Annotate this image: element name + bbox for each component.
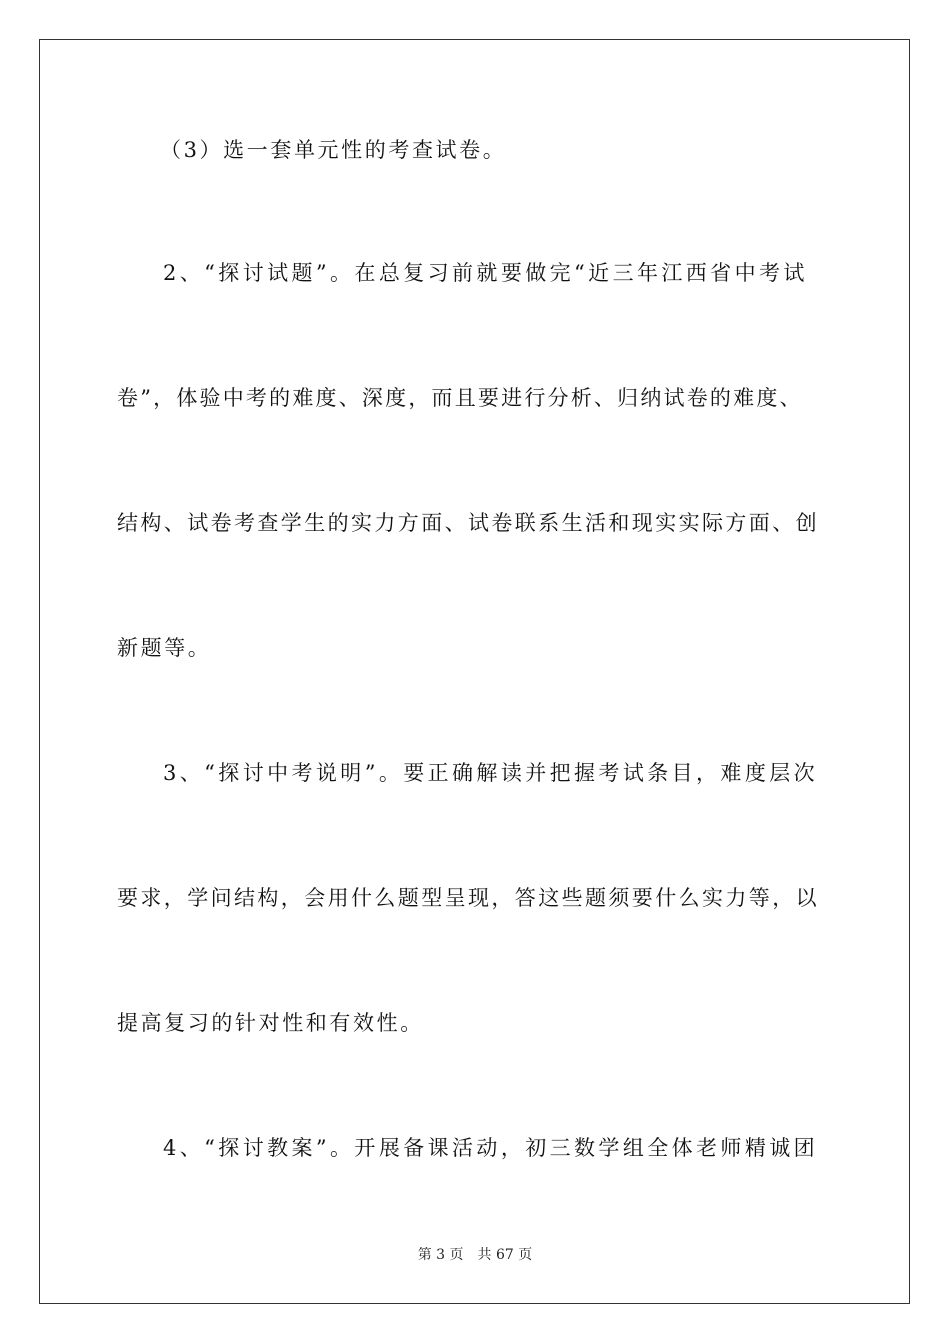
text-line-2: 2、“探讨试题”。在总复习前就要做完“近三年江西省中考试: [163, 261, 808, 285]
page-frame: [39, 39, 910, 1304]
text-line-8: 提高复习的针对性和有效性。: [117, 1011, 424, 1035]
text-line-5: 新题等。: [117, 636, 212, 660]
page-footer: 第 3 页 共 67 页: [417, 1247, 533, 1263]
text-line-1: （3）选一套单元性的考查试卷。: [160, 138, 507, 162]
text-line-4: 结构、试卷考查学生的实力方面、试卷联系生活和现实实际方面、创: [117, 511, 819, 535]
text-line-3: 卷”，体验中考的难度、深度，而且要进行分析、归纳试卷的难度、: [117, 386, 803, 410]
text-line-9: 4、“探讨教案”。开展备课活动，初三数学组全体老师精诚团: [163, 1136, 819, 1160]
text-line-7: 要求，学问结构，会用什么题型呈现，答这些题须要什么实力等，以: [117, 886, 819, 910]
text-line-6: 3、“探讨中考说明”。要正确解读并把握考试条目，难度层次: [163, 761, 819, 785]
